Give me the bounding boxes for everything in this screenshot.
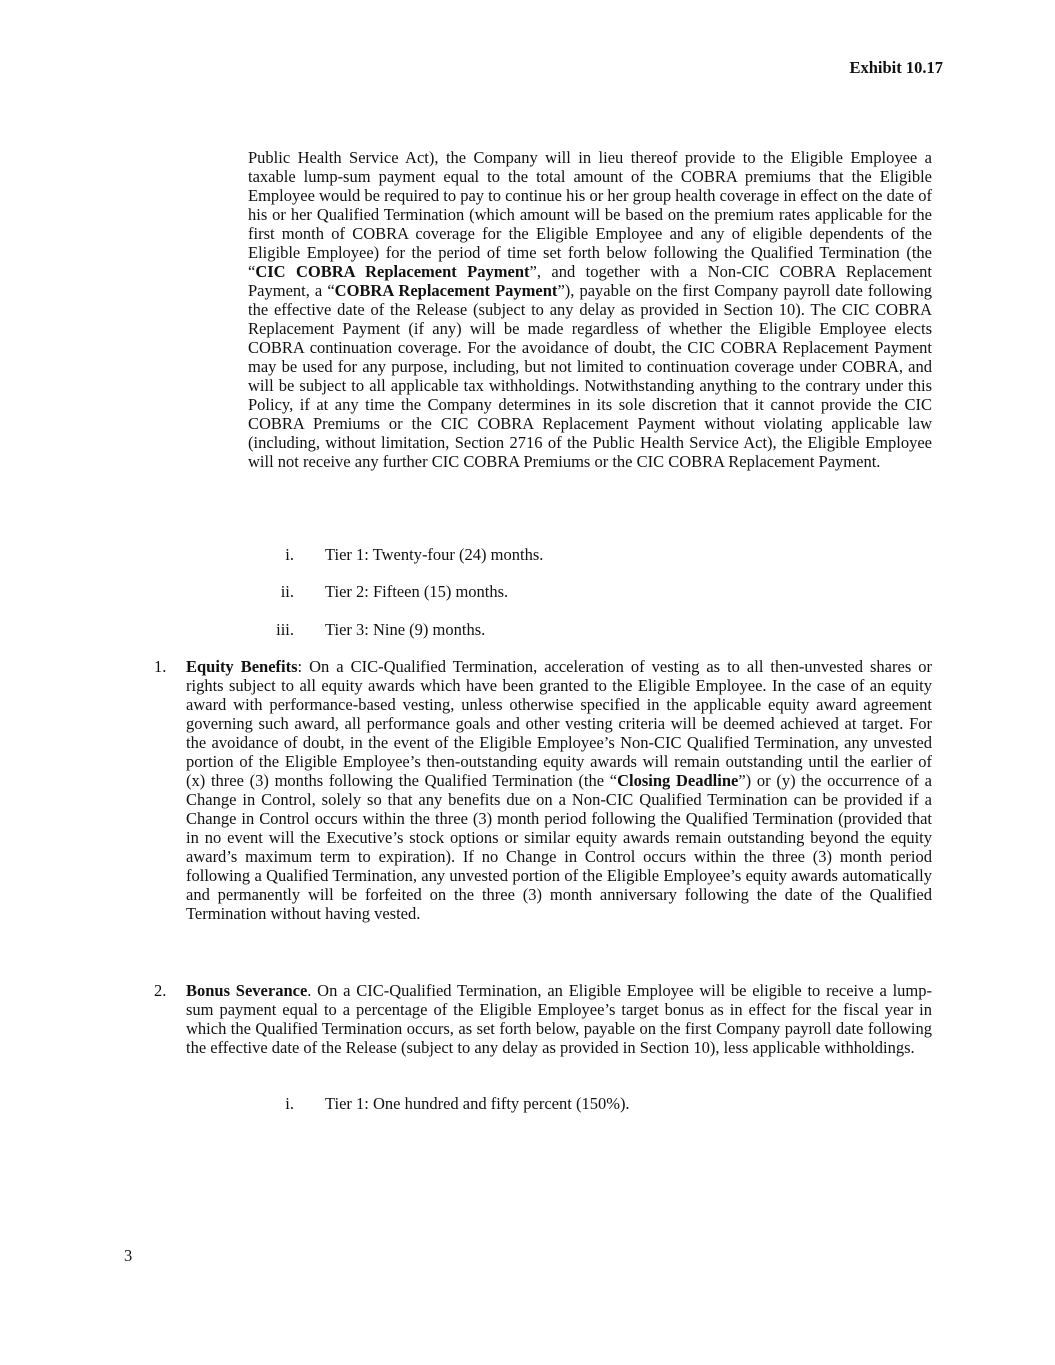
list-item-text: Tier 2: Fifteen (15) months. [325, 582, 509, 601]
page-number: 3 [124, 1246, 133, 1265]
list-numeral: i. [285, 1094, 294, 1113]
equity-benefits-paragraph [186, 657, 932, 923]
paragraph-text: . On a CIC-Qualified Termination, an Eligible Employee will be eligible to receive a lump-sum payment equal to a percentage of the Eligible Employee’s target bonus as in effect for the fiscal year in which the Qualified Termination occurs, as set forth below, payable on the first Company payroll date following the effective date of the Release (subject to any delay as provided in Section 10), less applicable withholdings. [186, 981, 932, 1057]
paragraph-text: Public Health Service Act), the Company will in lieu thereof provide to the Eligible Employee a taxable lump-sum payment equal to the total amount of the COBRA premiums that the Eligible Employee would be required to pay to continue his or her group health coverage in effect on the date of his or her Qualified Termination (which amount will be based on the premium rates applicable for the first month of COBRA coverage for the Eligible Employee and any of eligible dependents of the Eligible Employee) for the period of time set forth below following the Qualified Termination (the “ [248, 148, 932, 281]
defined-term: COBRA Replacement Payment [334, 281, 558, 300]
bonus-severance-paragraph [186, 981, 932, 1057]
section-title: Equity Benefits [186, 657, 298, 676]
cobra-tier-item [0, 620, 1055, 639]
defined-term: Closing Deadline [617, 771, 739, 790]
section-number: 1. [154, 657, 167, 676]
section-number: 2. [154, 981, 167, 1000]
section-title: Bonus Severance [186, 981, 308, 1000]
list-item-text: Tier 1: One hundred and fifty percent (150%). [325, 1094, 630, 1113]
list-numeral: i. [285, 545, 294, 564]
paragraph-text: ”), payable on the first Company payroll date following the effective date of the Release (subject to any delay as provided in Section 10). The CIC COBRA Replacement Payment (if any) will be made regardless of whether the Eligible Employee elects COBRA continuation coverage. For the avoidance of doubt, the CIC COBRA Replacement Payment may be used for any purpose, including, but not limited to continuation coverage under COBRA, and will be subject to all applicable tax withholdings. Notwithstanding anything to the contrary under this Policy, if at any time the Company determines in its sole discretion that it cannot provide the CIC COBRA Premiums or the CIC COBRA Replacement Payment without violating applicable law (including, without limitation, Section 2716 of the Public Health Service Act), the Eligible Employee will not receive any further CIC COBRA Premiums or the CIC COBRA Replacement Payment. [248, 281, 933, 471]
list-numeral: iii. [276, 620, 294, 639]
cobra-tier-item [0, 545, 1055, 564]
cobra-tier-item [0, 582, 1055, 601]
list-numeral: ii. [280, 582, 294, 601]
paragraph-text: ”) or (y) the occurrence of a Change in Control, solely so that any benefits due on a Non-CIC Qualified Termination can be provided if a Change in Control occurs within the three (3) month period following the Qualified Termination (provided that in no event will the Executive’s stock options or similar equity awards remain outstanding beyond the equity award’s maximum term to expiration). If no Change in Control occurs within the three (3) month period following a Qualified Termination, any unvested portion of the Eligible Employee’s equity awards automatically and permanently will be forfeited on the three (3) month anniversary following the date of the Qualified Termination without having vested. [186, 771, 932, 923]
paragraph-text: : On a CIC-Qualified Termination, acceleration of vesting as to all then-unvested shares or rights subject to all equity awards which have been granted to the Eligible Employee. In the case of an equity award with performance-based vesting, unless otherwise specified in the applicable equity award agreement governing such award, all performance goals and other vesting criteria will be deemed achieved at target. For the avoidance of doubt, in the event of the Eligible Employee’s Non-CIC Qualified Termination, any unvested portion of the Eligible Employee’s then-outstanding equity awards will remain outstanding until the earlier of (x) three (3) months following the Qualified Termination (the “ [186, 657, 932, 790]
list-item-text: Tier 3: Nine (9) months. [325, 620, 486, 639]
exhibit-label: Exhibit 10.17 [849, 58, 943, 77]
defined-term: CIC COBRA Replacement Payment [255, 262, 530, 281]
list-item-text: Tier 1: Twenty-four (24) months. [325, 545, 544, 564]
paragraph-text: ”, and together with a Non-CIC COBRA Replacement Payment, a “ [248, 262, 933, 300]
cobra-replacement-paragraph [248, 148, 932, 471]
bonus-tier-item [0, 1094, 1055, 1113]
